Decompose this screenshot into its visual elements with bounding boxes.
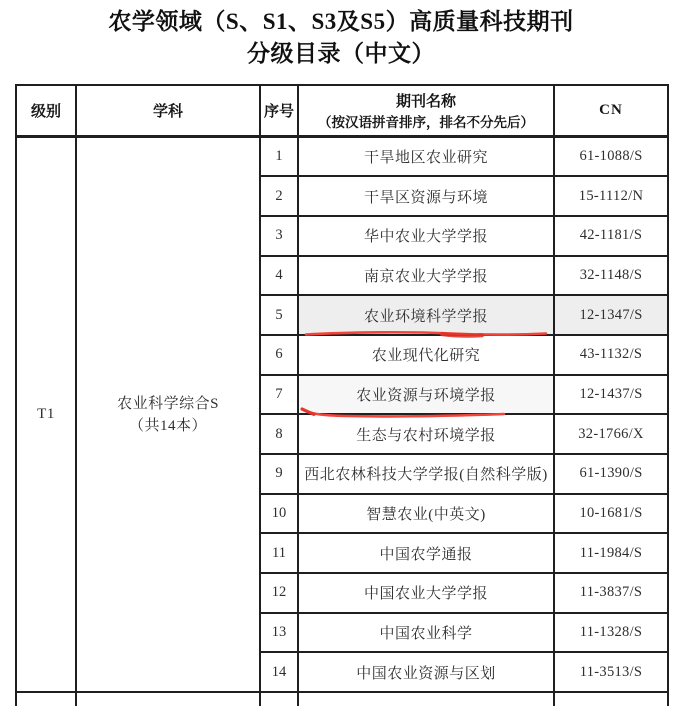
journal-name-cell: 生态与农村环境学报 <box>298 414 554 454</box>
cn-cell: 15-1112/N <box>554 176 668 216</box>
row-index-cell: 11 <box>260 533 298 573</box>
header-cn: CN <box>554 85 668 137</box>
row-index-cell: 13 <box>260 613 298 653</box>
cn-cell: 11-1984/S <box>554 533 668 573</box>
row-index-cell: 3 <box>260 216 298 256</box>
journal-name-cell: 农业资源与环境学报 <box>298 375 554 415</box>
header-subject: 学科 <box>76 85 260 137</box>
partial-next-row <box>16 692 668 706</box>
header-index: 序号 <box>260 85 298 137</box>
cn-cell: 11-3837/S <box>554 573 668 613</box>
row-index-cell: 6 <box>260 335 298 375</box>
journal-name-cell: 中国农学通报 <box>298 533 554 573</box>
journal-name-cell: 干旱区资源与环境 <box>298 176 554 216</box>
cn-cell: 10-1681/S <box>554 494 668 534</box>
cn-cell: 11-1328/S <box>554 613 668 653</box>
row-index-cell: 9 <box>260 454 298 494</box>
cn-cell: 61-1088/S <box>554 137 668 177</box>
journal-catalog-table <box>15 84 669 706</box>
cn-cell: 12-1437/S <box>554 375 668 415</box>
journal-name-cell: 中国农业资源与区划 <box>298 652 554 692</box>
subject-line-2: （共14本） <box>128 417 207 434</box>
journal-name-cell: 农业环境科学学报 <box>298 295 554 335</box>
cn-cell: 12-1347/S <box>554 295 668 335</box>
table-header <box>16 85 668 137</box>
empty-cell <box>16 692 76 706</box>
cn-cell: 43-1132/S <box>554 335 668 375</box>
row-index-cell: 5 <box>260 295 298 335</box>
journal-name-cell: 干旱地区农业研究 <box>298 137 554 177</box>
header-level: 级别 <box>16 85 76 137</box>
row-index-cell: 2 <box>260 176 298 216</box>
journal-name-cell: 西北农林科技大学学报(自然科学版) <box>298 454 554 494</box>
level-cell: T1 <box>16 137 76 693</box>
title-line-2: 分级目录（中文） <box>247 41 435 66</box>
row-index-cell: 1 <box>260 137 298 177</box>
journal-name-cell: 智慧农业(中英文) <box>298 494 554 534</box>
empty-cell <box>76 692 260 706</box>
row-index-cell: 8 <box>260 414 298 454</box>
cn-cell: 61-1390/S <box>554 454 668 494</box>
title-line-1: 农学领域（S、S1、S3及S5）高质量科技期刊 <box>108 9 574 34</box>
subject-cell <box>76 137 260 693</box>
journal-name-cell: 中国农业大学学报 <box>298 573 554 613</box>
cn-cell: 32-1148/S <box>554 256 668 296</box>
empty-cell <box>554 692 668 706</box>
cn-cell: 11-3513/S <box>554 652 668 692</box>
empty-cell <box>298 692 554 706</box>
row-index-cell: 10 <box>260 494 298 534</box>
journal-name-cell: 华中农业大学学报 <box>298 216 554 256</box>
header-journal-title: 期刊名称 <box>395 94 456 110</box>
empty-cell <box>260 692 298 706</box>
row-index-cell: 7 <box>260 375 298 415</box>
cn-cell: 32-1766/X <box>554 414 668 454</box>
row-index-cell: 4 <box>260 256 298 296</box>
header-row <box>16 85 668 137</box>
journal-name-cell: 南京农业大学学报 <box>298 256 554 296</box>
header-journal-name <box>298 85 554 137</box>
document-title <box>0 6 682 70</box>
journal-name-cell: 农业现代化研究 <box>298 335 554 375</box>
subject-line-1: 农业科学综合S <box>117 395 219 412</box>
cn-cell: 42-1181/S <box>554 216 668 256</box>
row-index-cell: 12 <box>260 573 298 613</box>
journal-name-cell: 中国农业科学 <box>298 613 554 653</box>
header-journal-note: （按汉语拼音排序，排名不分先后） <box>318 115 534 130</box>
row-index-cell: 14 <box>260 652 298 692</box>
table-body <box>16 137 668 706</box>
table-row <box>16 137 668 177</box>
